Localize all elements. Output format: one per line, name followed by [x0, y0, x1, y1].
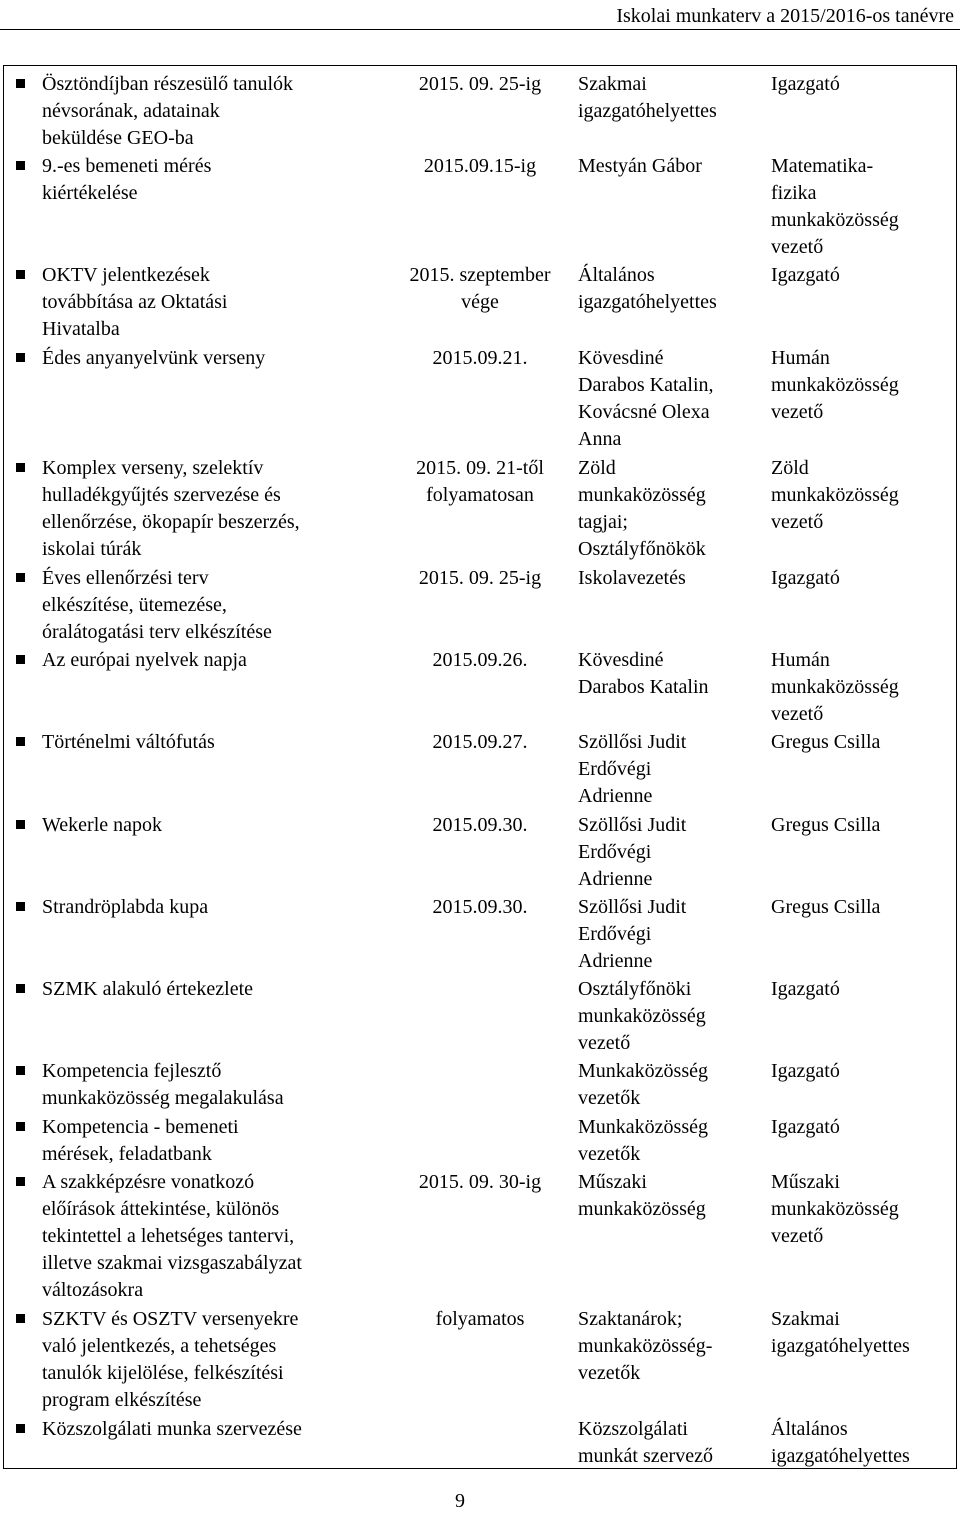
bullet-icon — [16, 1122, 25, 1131]
task-cell: A szakképzésre vonatkozó előírások áttekintése, különös tekintettel a lehetséges tantervi, illetve szakmai vizsgaszabályzat változásokra — [42, 1171, 302, 1301]
responsible-cell: Szöllősi Judit Erdővégi Adrienne — [578, 896, 687, 972]
lead-cell: Igazgató — [771, 978, 840, 1000]
lead-cell: Humán munkaközösség vezető — [771, 347, 899, 423]
task-cell: SZKTV és OSZTV versenyekre való jelentkezés, a tehetséges tanulók kijelölése, felkészítési program elkészítése — [42, 1308, 299, 1411]
bullet-icon — [16, 463, 25, 472]
task-cell: Éves ellenőrzési terv elkészítése, ütemezése, óralátogatási terv elkészítése — [42, 567, 272, 643]
bullet-icon — [16, 984, 25, 993]
lead-cell: Humán munkaközösség vezető — [771, 649, 899, 725]
date-cell: 2015.09.15-ig — [423, 155, 537, 177]
responsible-cell: Szaktanárok; munkaközösség- vezetők — [578, 1308, 713, 1384]
task-cell: Kompetencia fejlesztő munkaközösség megalakulása — [42, 1060, 284, 1109]
header-rule — [0, 29, 960, 30]
date-cell: 2015.09.30. — [432, 896, 528, 918]
responsible-cell: Műszaki munkaközösség — [578, 1171, 706, 1220]
responsible-cell: Mestyán Gábor — [578, 155, 702, 177]
bullet-icon — [16, 1066, 25, 1075]
responsible-cell: Szöllősi Judit Erdővégi Adrienne — [578, 731, 687, 807]
date-cell: 2015.09.21. — [432, 347, 528, 369]
lead-cell: Műszaki munkaközösség vezető — [771, 1171, 899, 1247]
responsible-cell: Szakmai igazgatóhelyettes — [578, 73, 717, 122]
lead-cell: Zöld munkaközösség vezető — [771, 457, 899, 533]
lead-cell: Igazgató — [771, 1060, 840, 1082]
task-cell: Történelmi váltófutás — [42, 731, 215, 753]
task-cell: SZMK alakuló értekezlete — [42, 978, 254, 1000]
task-cell: 9.-es bemeneti mérés kiértékelése — [42, 155, 212, 204]
date-cell: folyamatos — [435, 1308, 525, 1330]
responsible-cell: Közszolgálati munkát szervező — [578, 1418, 713, 1467]
lead-cell: Igazgató — [771, 567, 840, 589]
bullet-icon — [16, 161, 25, 170]
lead-cell: Igazgató — [771, 1116, 840, 1138]
page-number: 9 — [455, 1490, 465, 1512]
bullet-icon — [16, 353, 25, 362]
task-cell: Édes anyanyelvünk verseny — [42, 347, 266, 369]
responsible-cell: Kövesdiné Darabos Katalin, Kovácsné Olexa Anna — [578, 347, 714, 450]
date-cell: 2015.09.27. — [432, 731, 528, 753]
bullet-icon — [16, 820, 25, 829]
lead-cell: Szakmai igazgatóhelyettes — [771, 1308, 910, 1357]
bullet-icon — [16, 1424, 25, 1433]
bullet-icon — [16, 1314, 25, 1323]
lead-cell: Gregus Csilla — [771, 814, 881, 836]
task-cell: Közszolgálati munka szervezése — [42, 1418, 302, 1440]
date-cell: 2015. 09. 25-ig — [418, 567, 542, 589]
task-cell: Ösztöndíjban részesülő tanulók névsorának, adatainak beküldése GEO-ba — [42, 73, 294, 149]
bullet-icon — [16, 655, 25, 664]
lead-cell: Általános igazgatóhelyettes — [771, 1418, 910, 1467]
bullet-icon — [16, 79, 25, 88]
task-cell: Kompetencia - bemeneti mérések, feladatbank — [42, 1116, 239, 1165]
date-cell: 2015. 09. 25-ig — [418, 73, 542, 95]
date-cell: 2015. szeptember vége — [409, 264, 551, 313]
task-cell: Wekerle napok — [42, 814, 162, 836]
task-cell: Az európai nyelvek napja — [42, 649, 247, 671]
bullet-icon — [16, 1177, 25, 1186]
date-cell: 2015.09.26. — [432, 649, 528, 671]
bullet-icon — [16, 737, 25, 746]
lead-cell: Gregus Csilla — [771, 896, 881, 918]
task-cell: Komplex verseny, szelektív hulladékgyűjtés szervezése és ellenőrzése, ökopapír beszerzés, iskolai túrák — [42, 457, 300, 560]
bullet-icon — [16, 573, 25, 582]
lead-cell: Gregus Csilla — [771, 731, 881, 753]
task-cell: OKTV jelentkezések továbbítása az Oktatási Hivatalba — [42, 264, 228, 340]
responsible-cell: Osztályfőnöki munkaközösség vezető — [578, 978, 706, 1054]
responsible-cell: Munkaközösség vezetők — [578, 1116, 708, 1165]
responsible-cell: Általános igazgatóhelyettes — [578, 264, 717, 313]
responsible-cell: Szöllősi Judit Erdővégi Adrienne — [578, 814, 687, 890]
task-cell: Strandröplabda kupa — [42, 896, 209, 918]
bullet-icon — [16, 270, 25, 279]
responsible-cell: Munkaközösség vezetők — [578, 1060, 708, 1109]
lead-cell: Matematika- fizika munkaközösség vezető — [771, 155, 899, 258]
document-header: Iskolai munkaterv a 2015/2016-os tanévre — [616, 5, 954, 27]
lead-cell: Igazgató — [771, 264, 840, 286]
responsible-cell: Zöld munkaközösség tagjai; Osztályfőnökök — [578, 457, 706, 560]
date-cell: 2015. 09. 30-ig — [418, 1171, 542, 1193]
schedule-table — [3, 65, 957, 1469]
lead-cell: Igazgató — [771, 73, 840, 95]
bullet-icon — [16, 902, 25, 911]
date-cell: 2015.09.30. — [432, 814, 528, 836]
date-cell: 2015. 09. 21-től folyamatosan — [416, 457, 544, 506]
responsible-cell: Kövesdiné Darabos Katalin — [578, 649, 709, 698]
responsible-cell: Iskolavezetés — [578, 567, 686, 589]
